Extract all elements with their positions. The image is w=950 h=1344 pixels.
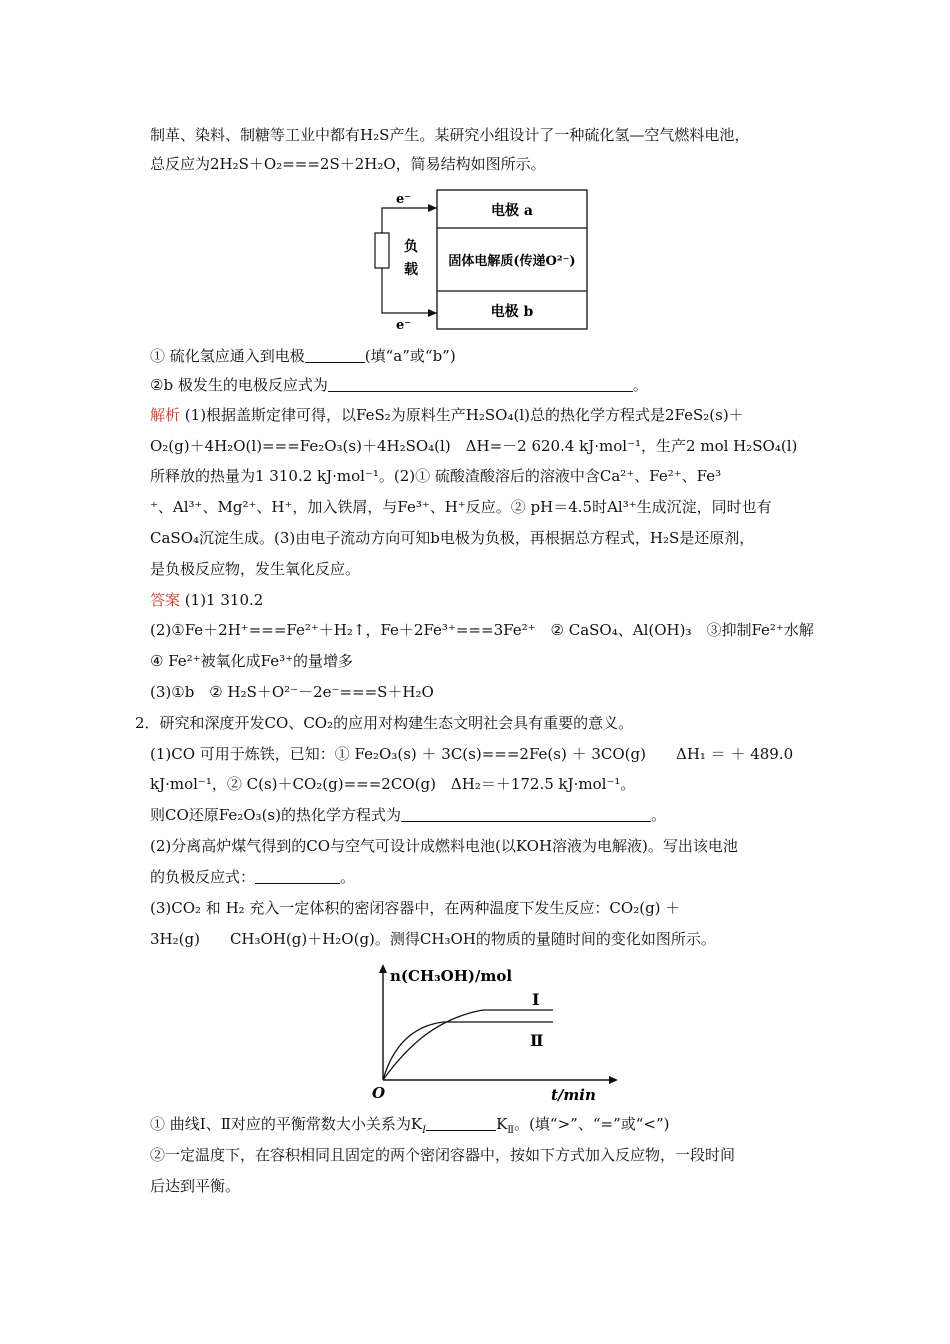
question-1	[150, 346, 820, 366]
problem2-line-6	[150, 867, 820, 887]
load-resistor	[375, 233, 389, 268]
analysis-line-4: ⁺、Al³⁺、Mg²⁺、H⁺，加入铁屑，与Fe³⁺、H⁺反应。② pH＝4.5时Al³⁺生成沉淀，同时也有	[150, 498, 772, 516]
problem2-line-7: (3)CO₂ 和 H₂ 充入一定体积的密闭容器中，在两种温度下发生反应：CO₂(g) ＋	[150, 899, 681, 917]
answer-line-1	[150, 590, 820, 610]
y-axis-label: n(CH₃OH)/mol	[390, 967, 513, 985]
intro-line-2: 总反应为2H₂S＋O₂===2S＋2H₂O，简易结构如图所示。	[150, 155, 546, 173]
intro-line-1: 制革、染料、制糖等工业中都有H₂S产生。某研究小组设计了一种硫化氢—空气燃料电池，	[150, 126, 750, 144]
subq-1-k2: K	[496, 1115, 508, 1133]
analysis-line-6: 是负极反应物，发生氧化反应。	[150, 560, 361, 578]
electrolyte-label: 固体电解质(传递O²⁻)	[448, 254, 576, 269]
analysis-line-3: 所释放的热量为1 310.2 kJ·mol⁻¹。(2)① 硫酸渣酸溶后的溶液中含Ca²⁺、Fe²⁺、Fe³	[150, 467, 722, 485]
answer-blank-3[interactable]	[401, 807, 651, 822]
problem2-line-6-end: 。	[340, 868, 356, 886]
problem2-line-4-end: 。	[650, 806, 666, 824]
answer-blank-5[interactable]	[426, 1116, 496, 1131]
question-1-hint: (填“a”或“b”)	[364, 347, 456, 365]
x-axis-arrow-icon	[609, 1076, 618, 1084]
answer-blank-1[interactable]	[305, 348, 365, 363]
arrow-top-icon	[428, 204, 437, 212]
curve-II-label: Ⅱ	[530, 1031, 544, 1050]
answer-blank-2[interactable]	[328, 377, 633, 392]
curve-I-label: Ⅰ	[532, 990, 540, 1009]
answer-blank-4[interactable]	[255, 869, 340, 884]
problem2-line-1: 2．研究和深度开发CO、CO₂的应用对构建生态文明社会具有重要的意义。	[135, 714, 634, 732]
origin-label: O	[372, 1084, 386, 1102]
electron-top-label: e⁻	[396, 192, 412, 207]
curve-II	[383, 1022, 553, 1080]
problem2-line-8: 3H₂(g) CH₃OH(g)＋H₂O(g)。测得CH₃OH的物质的量随时间的变化如图所示。	[150, 930, 716, 948]
electrode-b-label: 电极 b	[490, 304, 534, 320]
question-1-text: ① 硫化氢应通入到电极	[150, 347, 305, 365]
electrode-a-label: 电极 a	[491, 203, 533, 219]
ch3oh-time-chart	[368, 960, 628, 1108]
subq-1-hint: 。(填“>”、“=”或“<”)	[514, 1115, 670, 1133]
question-2-end: 。	[632, 376, 648, 394]
answer-line-3: ④ Fe²⁺被氧化成Fe³⁺的量增多	[150, 652, 354, 670]
problem2-line-3: kJ·mol⁻¹，② C(s)＋CO₂(g)===2CO(g) ΔH₂＝＋172.5 kJ·mol⁻¹。	[150, 775, 636, 793]
subq-1	[150, 1114, 820, 1134]
analysis-line-1	[150, 405, 820, 425]
analysis-line-2: O₂(g)＋4H₂O(l)===Fe₂O₃(s)＋4H₂SO₄(l) ΔH=－2 620.4 kJ·mol⁻¹，生产2 mol H₂SO₄(l)	[150, 437, 798, 455]
analysis-label: 解析	[150, 406, 181, 424]
analysis-line-5: CaSO₄沉淀生成。(3)由电子流动方向可知b电极为负极，再根据总方程式，H₂S是还原剂，	[150, 529, 755, 547]
wire-top	[382, 208, 437, 233]
problem2-line-4-text: 则CO还原Fe₂O₃(s)的热化学方程式为	[150, 806, 401, 824]
subq-1-text: ① 曲线Ⅰ、Ⅱ对应的平衡常数大小关系为K	[150, 1115, 423, 1133]
subq-2-line-2: 后达到平衡。	[150, 1177, 241, 1195]
answer-line-2: (2)①Fe＋2H⁺===Fe²⁺＋H₂↑，Fe＋2Fe³⁺===3Fe²⁺ ② CaSO₄、Al(OH)₃ ③抑制Fe²⁺水解	[150, 621, 814, 639]
subq-1-sub1: Ⅰ	[422, 1125, 427, 1136]
question-2-text: ②b 极发生的电极反应式为	[150, 376, 328, 394]
answer-line-4: (3)①b ② H₂S＋O²⁻－2e⁻===S＋H₂O	[150, 683, 434, 701]
problem2-line-6-text: 的负极反应式：	[150, 868, 256, 886]
problem2-line-4	[150, 805, 820, 825]
problem2-line-5: (2)分离高炉煤气得到的CO与空气可设计成燃料电池(以KOH溶液为电解液)。写出该电池	[150, 837, 738, 855]
analysis-text-1: (1)根据盖斯定律可得，以FeS₂为原料生产H₂SO₄(l)总的热化学方程式是2FeS₂(s)＋	[184, 406, 744, 424]
answer-label: 答案	[150, 591, 181, 609]
subq-1-sub2: Ⅱ	[507, 1125, 515, 1136]
problem2-line-2: (1)CO 可用于炼铁，已知：① Fe₂O₃(s) ＋ 3C(s)===2Fe(s) ＋ 3CO(g) ΔH₁ ＝ ＋ 489.0	[150, 745, 794, 763]
y-axis-arrow-icon	[379, 964, 387, 973]
question-2	[150, 375, 820, 395]
x-axis-label: t/min	[551, 1086, 596, 1104]
subq-2-line-1: ②一定温度下，在容积相同且固定的两个密闭容器中，按如下方式加入反应物，一段时间	[150, 1146, 736, 1164]
load-label-1: 负	[404, 239, 418, 255]
curve-I	[383, 1010, 553, 1080]
electron-bottom-label: e⁻	[396, 318, 412, 333]
fuel-cell-diagram	[360, 188, 600, 338]
load-label-2: 载	[404, 262, 418, 278]
answer-text-1: (1)1 310.2	[184, 591, 264, 609]
arrow-bottom-icon	[428, 309, 437, 317]
